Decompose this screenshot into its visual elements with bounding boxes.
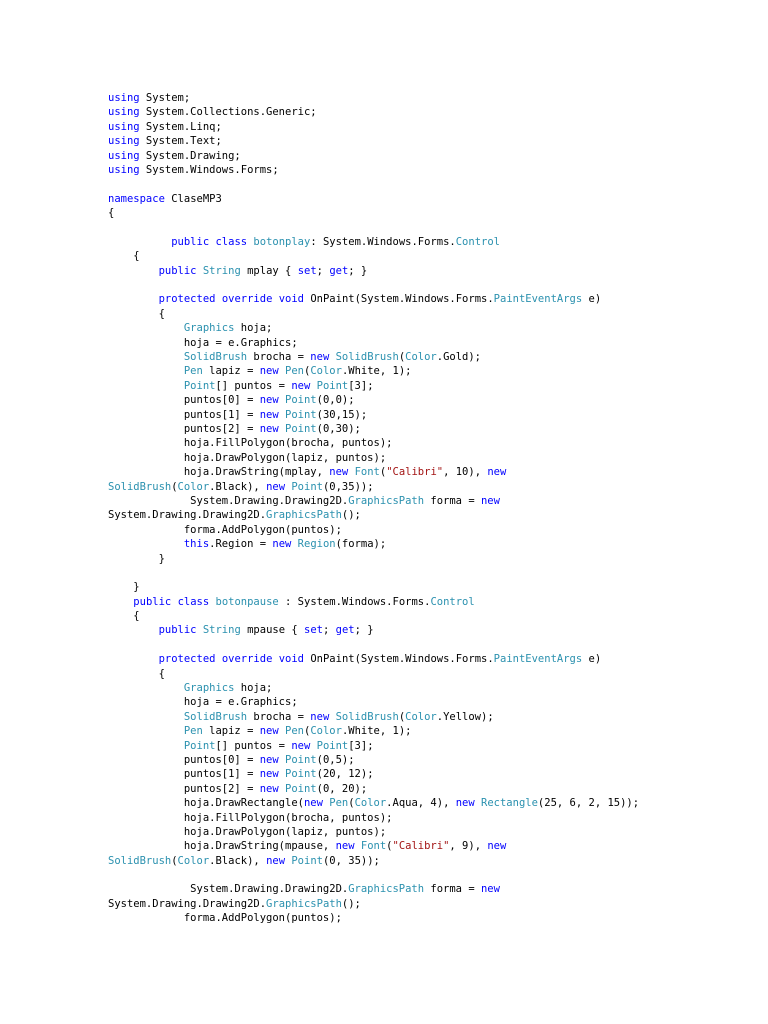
code-text: ( [398,710,406,723]
code-text: : System.Windows.Forms. [310,235,456,248]
code-text: hoja; [234,682,273,695]
code-keyword: using [108,120,140,133]
code-text: : System.Windows.Forms. [278,595,431,608]
code-type: Point [291,480,323,493]
code-line [108,408,748,422]
code-keyword: override [221,653,273,666]
code-text: ( [304,365,311,378]
code-text: e) [582,293,602,306]
code-text: [] puntos = [215,739,292,752]
code-type: Font [360,840,387,853]
code-text: .Black), [209,854,267,867]
code-line [108,739,748,753]
code-type: PaintEventArgs [493,653,583,666]
code-keyword: new [259,365,279,378]
code-line [108,480,748,494]
code-keyword: public [158,624,197,637]
code-text [108,265,159,277]
code-type: Point [285,753,317,766]
code-text: OnPaint(System.Windows.Forms. [304,653,494,666]
code-text: (); [341,897,361,910]
code-text: (); [341,509,361,522]
code-text [108,596,133,608]
code-text: System.Drawing.Drawing2D. [108,494,349,507]
code-type: Color [310,365,342,378]
code-text: brocha = [247,351,311,364]
code-text: (0, 20); [316,782,368,795]
code-text: puntos[1] = [108,408,260,421]
code-text [108,653,159,665]
code-line [108,177,748,191]
code-type: Pen [285,725,304,738]
code-text: mpause { [240,624,304,637]
code-text: forma.AddPolygon(puntos); [108,523,342,536]
code-text: puntos[0] = [108,394,260,407]
code-text: hoja.FillPolygon(brocha, puntos); [108,437,393,450]
code-text: { [108,250,140,263]
code-type: Color [177,854,210,867]
code-block [108,91,748,926]
code-line [108,91,748,105]
code-text: System.Drawing.Drawing2D. [108,509,267,522]
code-text: } [108,581,140,594]
code-line [108,897,748,911]
code-text [108,322,184,334]
code-line [108,638,748,652]
code-text: forma.AddPolygon(puntos); [108,912,342,925]
code-text: [3]; [348,739,374,752]
code-line [108,436,748,450]
code-type: Color [354,797,387,810]
code-text: puntos[1] = [108,768,260,781]
code-text [108,236,171,248]
code-text: System.Collections.Generic; [139,106,317,119]
code-text: , 9), [449,840,488,853]
code-keyword: new [335,840,355,853]
code-line [108,681,748,695]
code-keyword: new [329,466,349,479]
code-line [108,206,748,220]
code-type: Graphics [183,682,235,695]
code-text [108,624,159,636]
code-type: String [202,264,241,277]
code-line [108,782,748,796]
code-line [108,552,748,566]
code-line [108,652,748,666]
code-line [108,911,748,925]
code-type: botonpause [215,595,279,608]
code-keyword: void [278,653,305,666]
code-text: hoja.DrawRectangle( [108,797,304,810]
code-line [108,695,748,709]
code-text: ; [316,264,330,277]
code-line [108,796,748,810]
code-text: hoja.DrawPolygon(lapiz, puntos); [108,451,387,464]
code-text: System.Windows.Forms; [139,163,279,176]
code-type: Control [430,595,475,608]
code-text: (20, 12); [316,768,374,781]
code-line [108,724,748,738]
code-keyword: set [297,264,317,277]
code-type: Point [285,408,317,421]
code-text: hoja = e.Graphics; [108,696,298,709]
code-text: OnPaint(System.Windows.Forms. [304,293,494,306]
code-line [108,149,748,163]
code-keyword: new [259,768,279,781]
code-keyword: protected [158,653,216,666]
code-text: mplay { [240,264,298,277]
code-keyword: new [259,753,279,766]
code-text [108,740,184,752]
code-keyword: new [291,379,311,392]
code-type: SolidBrush [108,854,172,867]
code-text: (forma); [335,538,387,551]
code-text: (0,30); [316,422,361,435]
code-type: GraphicsPath [348,494,425,507]
code-text: System.Drawing.Drawing2D. [108,883,349,896]
code-line [108,321,748,335]
code-keyword: new [480,883,500,896]
code-text [108,365,184,377]
code-text: (0, 35)); [322,854,380,867]
code-line [108,120,748,134]
code-keyword: void [278,293,305,306]
code-keyword: new [455,797,475,810]
code-type: Pen [329,797,349,810]
code-type: botonplay [253,235,311,248]
code-text: forma = [424,494,481,507]
code-text [108,380,184,392]
code-type: SolidBrush [335,351,399,364]
code-line [108,623,748,637]
code-keyword: public [171,235,210,248]
code-keyword: using [108,92,140,104]
code-keyword: public [133,595,172,608]
code-text: .White, 1); [341,365,412,378]
code-type: SolidBrush [183,351,248,364]
code-text: lapiz = [202,725,260,738]
code-keyword: class [215,235,248,248]
code-line [108,105,748,119]
code-line [108,307,748,321]
code-text: puntos[2] = [108,782,260,795]
code-keyword: using [108,163,140,176]
code-text: .Black), [209,480,267,493]
code-type: Graphics [183,322,235,335]
code-keyword: new [266,480,286,493]
code-line [108,249,748,263]
code-keyword: using [108,135,140,148]
code-text [108,711,184,723]
code-text: ; } [348,264,368,277]
code-text: ( [386,840,393,853]
code-keyword: protected [158,293,216,306]
code-type: Point [316,379,349,392]
code-keyword: new [259,408,279,421]
code-type: Color [405,351,437,364]
code-line [108,451,748,465]
code-line [108,221,748,235]
code-keyword: new [259,422,279,435]
code-type: Point [285,768,317,781]
code-keyword: get [329,264,349,277]
code-keyword: using [108,106,140,119]
code-type: GraphicsPath [348,883,425,896]
code-string: "Calibri" [392,840,450,853]
code-type: Point [183,739,216,752]
code-line [108,393,748,407]
code-type: SolidBrush [108,480,172,493]
code-keyword: class [177,595,210,608]
code-type: Point [285,394,317,407]
code-text: { [108,610,140,623]
code-text [108,293,159,305]
code-line [108,264,748,278]
code-keyword: using [108,149,140,162]
code-text: hoja; [234,322,273,335]
code-type: Color [177,480,210,493]
code-keyword: new [272,538,292,551]
code-keyword: new [487,466,507,479]
code-keyword: new [291,739,311,752]
code-text: .Yellow); [436,710,494,723]
code-text: ( [379,466,387,479]
code-text: { [108,667,165,680]
code-type: GraphicsPath [266,509,342,522]
code-text: ( [171,854,178,867]
code-string: "Calibri" [386,466,444,479]
code-text: hoja.FillPolygon(brocha, puntos); [108,811,393,824]
code-line [108,753,748,767]
code-text [108,351,184,363]
code-text [108,538,184,550]
code-text [108,725,184,737]
code-line [108,710,748,724]
code-type: Pen [183,725,203,738]
code-line [108,854,748,868]
code-type: Color [310,725,342,738]
code-keyword: this [183,538,210,551]
code-type: Region [297,538,336,551]
code-keyword: new [487,840,507,853]
code-type: PaintEventArgs [493,293,583,306]
code-type: Point [285,782,317,795]
code-line [108,566,748,580]
code-text: System.Linq; [139,120,222,133]
code-line [108,278,748,292]
code-keyword: get [335,624,355,637]
code-type: Point [316,739,349,752]
code-keyword: new [310,710,330,723]
code-keyword: new [259,725,279,738]
code-text: forma = [424,883,481,896]
code-type: Color [405,710,437,723]
code-text: hoja.DrawString(mplay, [108,466,330,479]
code-text: (25, 6, 2, 15)); [537,797,640,810]
code-line [108,595,748,609]
code-text: System; [139,92,191,104]
code-text: { [108,207,115,220]
code-text: ; } [354,624,374,637]
code-type: SolidBrush [335,710,399,723]
code-keyword: new [310,351,330,364]
code-keyword: public [158,264,197,277]
code-keyword: new [266,854,286,867]
code-text: puntos[0] = [108,753,260,766]
code-type: Font [354,466,380,479]
code-keyword: new [259,394,279,407]
code-line [108,882,748,896]
code-line [108,767,748,781]
code-text: ( [398,351,406,364]
code-text: hoja = e.Graphics; [108,336,298,349]
code-text: (0,35)); [322,480,374,493]
code-text: ( [304,725,311,738]
code-line [108,379,748,393]
code-text: (0,0); [316,394,355,407]
code-text: ClaseMP3 [164,192,222,205]
code-line [108,134,748,148]
code-text: [] puntos = [215,379,292,392]
code-text: (0,5); [316,753,355,766]
code-text: .Aqua, 4), [386,797,456,810]
code-keyword: override [221,293,273,306]
code-line [108,609,748,623]
code-line [108,508,748,522]
code-type: Point [183,379,216,392]
code-line [108,868,748,882]
code-type: Rectangle [481,797,538,810]
code-line [108,192,748,206]
code-text: ; [322,624,336,637]
code-text: .White, 1); [341,725,412,738]
code-text: [3]; [348,379,374,392]
code-text: , 10), [443,466,488,479]
code-text: lapiz = [202,365,260,378]
code-keyword: set [304,624,323,637]
code-type: Pen [183,365,203,378]
code-line [108,811,748,825]
code-line [108,839,748,853]
code-text: { [108,307,165,320]
code-line [108,364,748,378]
code-text: System.Drawing.Drawing2D. [108,897,267,910]
code-line [108,537,748,551]
code-line [108,667,748,681]
code-line [108,292,748,306]
code-line [108,350,748,364]
code-line [108,422,748,436]
code-type: SolidBrush [183,710,248,723]
code-text: ( [348,797,355,810]
code-text: .Gold); [436,351,482,364]
code-line [108,235,748,249]
code-text: brocha = [247,710,311,723]
code-line [108,494,748,508]
code-text: .Region = [209,538,273,551]
code-type: Point [291,854,323,867]
code-line [108,465,748,479]
code-keyword: new [480,494,500,507]
code-text: puntos[2] = [108,422,260,435]
code-text: e) [582,653,602,666]
code-text: } [108,552,165,565]
code-keyword: new [303,797,323,810]
code-line [108,163,748,177]
code-line [108,825,748,839]
code-text [108,682,184,694]
code-type: GraphicsPath [266,897,342,910]
code-keyword: namespace [108,192,165,205]
code-line [108,336,748,350]
code-text: (30,15); [316,408,368,421]
code-line [108,580,748,594]
code-type: Control [455,235,500,248]
code-keyword: new [259,782,279,795]
code-text: hoja.DrawString(mpause, [108,840,336,853]
code-text: hoja.DrawPolygon(lapiz, puntos); [108,825,387,838]
code-line [108,523,748,537]
code-text: ( [171,480,178,493]
code-type: Pen [285,365,304,378]
code-text: System.Drawing; [139,149,241,162]
code-text: System.Text; [139,135,222,148]
code-type: String [202,624,241,637]
code-type: Point [285,422,317,435]
